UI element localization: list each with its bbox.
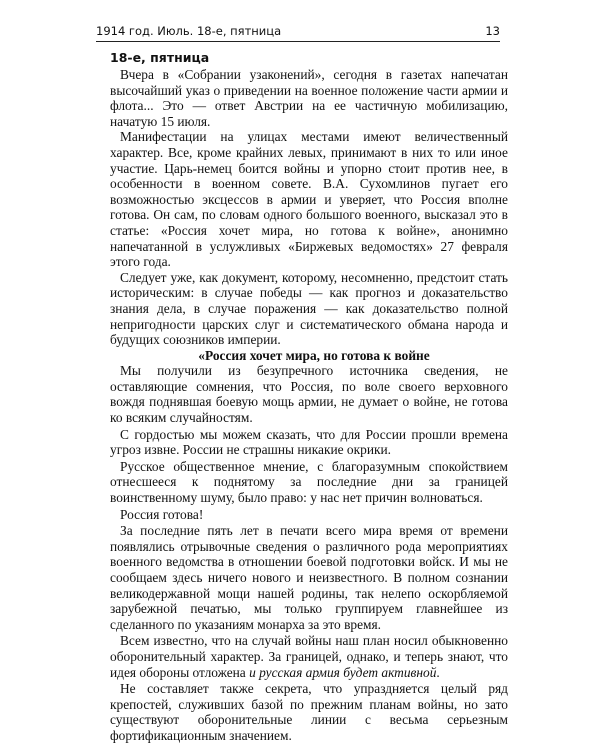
- page-number: 13: [485, 24, 500, 38]
- entry-paragraph: Манифестации на улицах местами имеют величественный характер. Все, кроме крайних левых, принимают в них то или иное участие. Царь-немец боится войны и упорно стоит против нее, в особенности в военном совете. В.А. Сухомлинов пугает его возможностью эксцессов в армии и уверяет, что Россия вполне готова. Он сам, по словам одного большого военного, высказал это в статье: «Россия хочет мира, но готова к войне», анонимно напечатанной в услужливых «Биржевых ведомостях» 27 февраля этого года.: [110, 129, 508, 270]
- article-paragraph: Россия готова!: [120, 506, 204, 522]
- running-title: 1914 год. Июль. 18-е, пятница: [96, 24, 282, 38]
- article-title: «Россия хочет мира, но готова к войне: [198, 347, 430, 363]
- text-run: Всем известно, что на случай войны наш план носил обыкновенно оборонительный характер. За границей, однако, и теперь знают, что идея обороны отложена: [110, 633, 508, 680]
- article-paragraph: Не составляет также секрета, что упраздняется целый ряд крепостей, служивших базой по прежним планам войны, но зато существуют оборонительные линии с весьма серьезным фортификационным значением.: [110, 681, 508, 743]
- article-paragraph: С гордостью мы можем сказать, что для России прошли времена угроз извне. России не страшны никакие окрики.: [110, 426, 508, 458]
- article-paragraph: Мы получили из безупречного источника сведения, не оставляющие сомнения, что Россия, по воле своего верховного вождя поднявшая боевую мощь армии, не думает о войне, не готова ко всяким случайностям.: [110, 363, 508, 426]
- article-paragraph: За последние пять лет в печати всего мира время от времени появлялись отрывочные сведения о различного рода мероприятиях военного ведомства в отношении боевой подготовки войск. И мы не сообщаем здесь ничего нового и неизвестного. В полном сознании великодержавной мощи нашей родины, так нелепо оскорбляемой зарубежной печатью, мы только группируем главнейшее из сделанного по указаниям монарха за это время.: [110, 523, 508, 632]
- header-rule: [96, 41, 500, 42]
- running-header: [96, 20, 500, 40]
- emphasized-text: и русская армия будет активной: [249, 664, 437, 680]
- entry-paragraph: Следует уже, как документ, которому, несомненно, предстоит стать историческим: в случае победы — как прогноз и доказательство знания дела, в случае поражения — как доказательство полной непригодности царских слуг и систематического обмана народа и будущих союзников империи.: [110, 269, 508, 348]
- article-paragraph: Русское общественное мнение, с благоразумным спокойствием отнесшееся к поднятому за последние дни за границей воинственному шуму, было право: у нас нет причин волноваться.: [110, 458, 508, 506]
- page-body: [110, 50, 508, 745]
- quoted-article: [110, 363, 508, 743]
- article-paragraph: [110, 633, 508, 680]
- text-run: .: [436, 664, 440, 680]
- diary-entry-heading: 18-е, пятница: [110, 50, 210, 65]
- entry-paragraph: Вчера в «Собрании узаконений», сегодня в газетах напечатан высочайший указ о приведении на военное положение части армии и флота... Это — ответ Австрии на ее частичную мобилизацию, начатую 15 июля.: [110, 67, 508, 129]
